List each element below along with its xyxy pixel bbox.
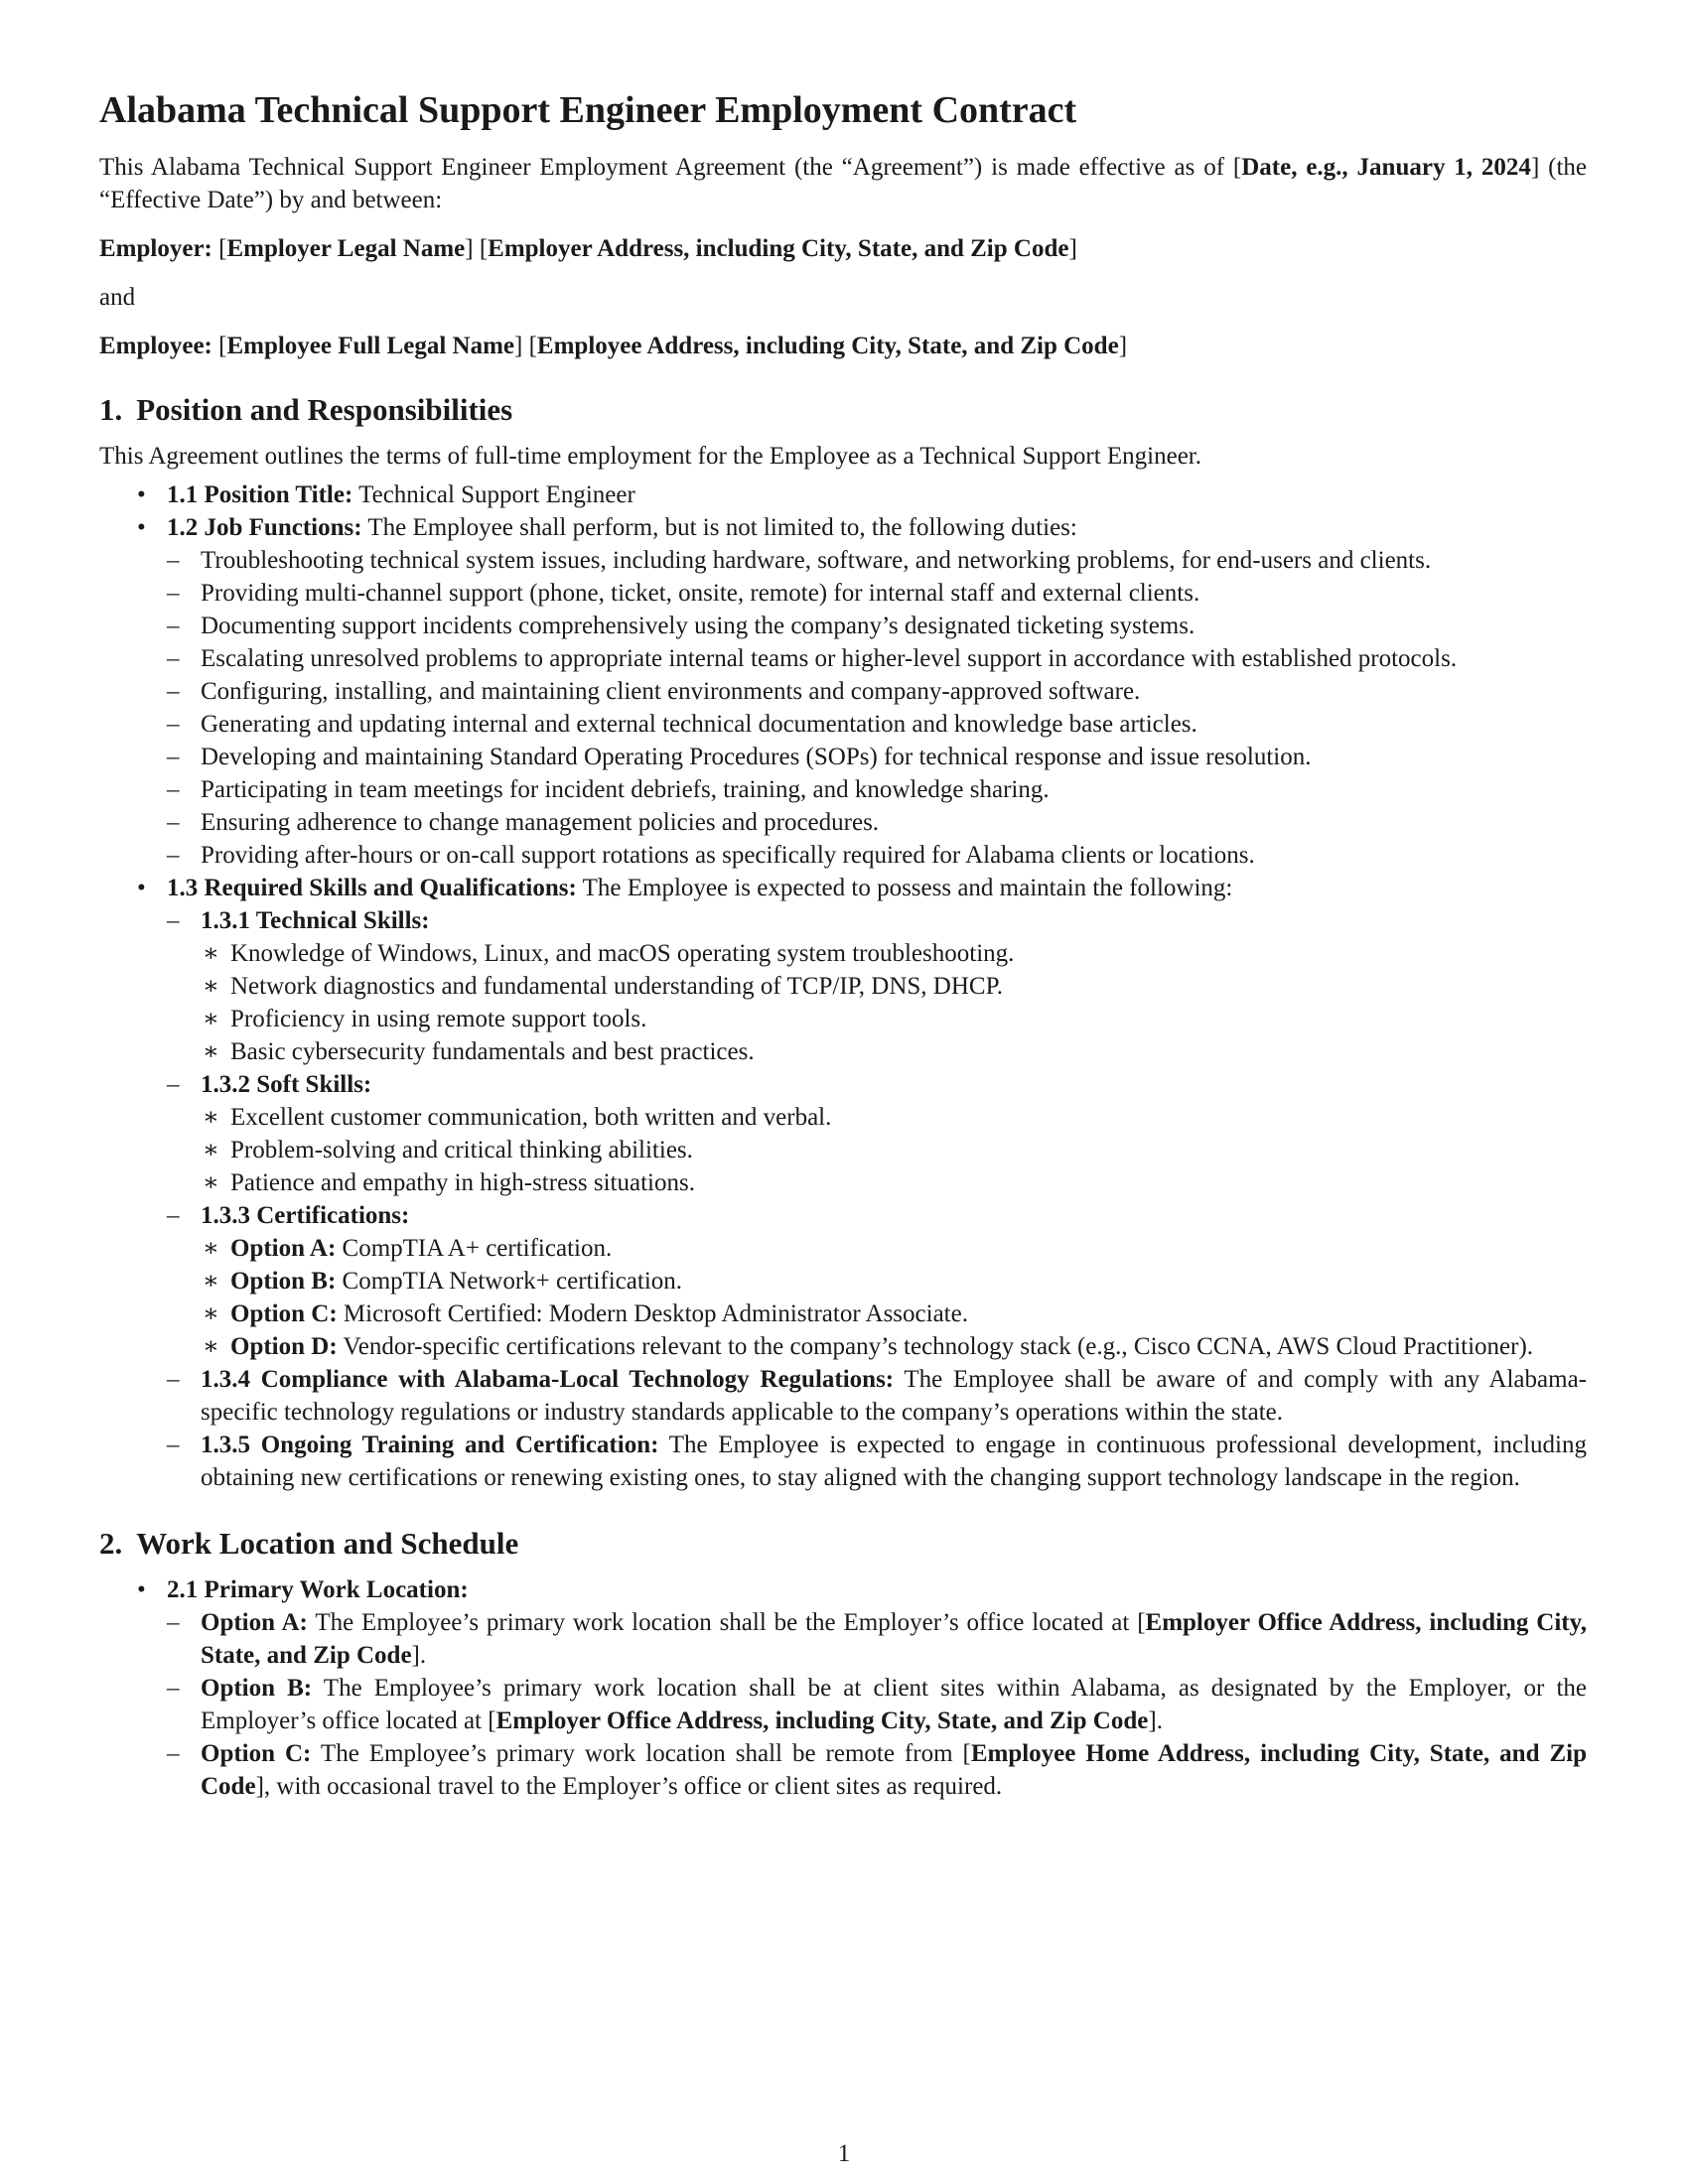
compliance-item: – 1.3.4 Compliance with Alabama-Local Technology Regulations: The Employee shall be aware of and comply with any Alabama-specific technology regulations or industry standards applicable to the company’s operations within the state.: [167, 1363, 1587, 1429]
list-item: ∗ Proficiency in using remote support tools.: [201, 1003, 1587, 1035]
list-item: ∗ Knowledge of Windows, Linux, and macOS operating system troubleshooting.: [201, 937, 1587, 970]
position-title-item: • 1.1 Position Title: Technical Support Engineer: [99, 478, 1587, 511]
effective-date-placeholder: Date, e.g., January 1, 2024: [1241, 154, 1531, 181]
soft-skills-item: – 1.3.2 Soft Skills: ∗ Excellent customer communication, both written and verbal. ∗ Problem-solving and critical thinking abilities. ∗ Patience and empathy in high-stress situations.: [167, 1068, 1587, 1199]
list-item: – Ensuring adherence to change management policies and procedures.: [167, 806, 1587, 839]
and-text: and: [99, 284, 136, 311]
section-1-heading: 1. Position and Responsibilities: [99, 392, 513, 427]
employer-line: Employer: [Employer Legal Name] [Employer Address, including City, State, and Zip Code]: [99, 235, 1077, 262]
employer-address-placeholder: Employer Address, including City, State, and Zip Code: [488, 235, 1069, 262]
location-option-b: – Option B: The Employee’s primary work location shall be at client sites within Alabama, as designated by the Employer, or the Employer’s office located at [Employer Office Address, including City, State, and Zip Code].: [167, 1672, 1587, 1737]
list-item: ∗ Option C: Microsoft Certified: Modern Desktop Administrator Associate.: [201, 1297, 1587, 1330]
section-1-list: [99, 478, 1587, 1494]
list-item: – Escalating unresolved problems to appropriate internal teams or higher-level support in accordance with established protocols.: [167, 642, 1587, 675]
document-title: Alabama Technical Support Engineer Employment Contract: [99, 89, 1077, 131]
employer-name-placeholder: Employer Legal Name: [226, 235, 466, 262]
list-item: – Developing and maintaining Standard Operating Procedures (SOPs) for technical response and issue resolution.: [167, 741, 1587, 773]
section-2-list: [99, 1573, 1587, 1803]
list-item: ∗ Problem-solving and critical thinking abilities.: [201, 1134, 1587, 1166]
employee-line: Employee: [Employee Full Legal Name] [Employee Address, including City, State, and Zip Code]: [99, 333, 1128, 359]
list-item: ∗ Basic cybersecurity fundamentals and best practices.: [201, 1035, 1587, 1068]
list-item: ∗ Option A: CompTIA A+ certification.: [201, 1232, 1587, 1265]
skills-item: • 1.3 Required Skills and Qualifications: The Employee is expected to possess and maintain the following: – 1.3.1 Technical Skills: ∗ Knowledge of Windows, Linux, and macOS operating system troubleshooting. ∗ Network diagnostics and fundamental understanding of TCP/IP, DNS, DHCP. ∗ Proficiency in using remote support tools. ∗ Basic cybersecurity fundamentals and best practices. – 1.3.2 Soft Skills: ∗ Excellent customer communication, both written and verbal. ∗ Problem-solving and critical thinking abilities. ∗ Patience and empathy in high-stress situations. – 1.3.3 Certifications: ∗ Option A: CompTIA A+ certification. ∗ Option B: CompTIA Network+ certification. ∗ Option C: Microsoft Certified: Modern Desktop Administrator Associate. ∗ Option D: Vendor-specific certifications relevant to the company’s technology stack (e.g., Cisco CCNA, AWS Cloud Practitioner). – 1.3.4 Compliance with Alabama-Local Technology Regulations: The Employee shall be aware of and comply with any Alabama-specific technology regulations or industry standards applicable to the company’s operations within the state. – 1.3.5 Ongoing Training and Certification: The Employee is expected to engage in continuous professional development, including obtaining new certifications or renewing existing ones, to stay aligned with the changing support technology landscape in the region.: [99, 872, 1587, 1494]
skills-list: [167, 904, 1587, 1494]
section-1-intro: This Agreement outlines the terms of full-time employment for the Employee as a Technical Support Engineer.: [99, 443, 1201, 470]
work-location-options: [167, 1606, 1587, 1803]
duties-list: [167, 544, 1587, 872]
list-item: ∗ Excellent customer communication, both written and verbal.: [201, 1101, 1587, 1134]
location-option-a: – Option A: The Employee’s primary work location shall be the Employer’s office located at [Employer Office Address, including City, State, and Zip Code].: [167, 1606, 1587, 1672]
list-item: ∗ Option D: Vendor-specific certifications relevant to the company’s technology stack (e.g., Cisco CCNA, AWS Cloud Practitioner).: [201, 1330, 1587, 1363]
employee-address-placeholder: Employee Address, including City, State, and Zip Code: [536, 333, 1119, 359]
list-item: – Configuring, installing, and maintaining client environments and company-approved software.: [167, 675, 1587, 708]
list-item: – Providing after-hours or on-call support rotations as specifically required for Alabama clients or locations.: [167, 839, 1587, 872]
list-item: – Troubleshooting technical system issues, including hardware, software, and networking problems, for end-users and clients.: [167, 544, 1587, 577]
certifications-item: – 1.3.3 Certifications: ∗ Option A: CompTIA A+ certification. ∗ Option B: CompTIA Network+ certification. ∗ Option C: Microsoft Certified: Modern Desktop Administrator Associate. ∗ Option D: Vendor-specific certifications relevant to the company’s technology stack (e.g., Cisco CCNA, AWS Cloud Practitioner).: [167, 1199, 1587, 1363]
location-option-c: – Option C: The Employee’s primary work location shall be remote from [Employee Home Address, including City, State, and Zip Code], with occasional travel to the Employer’s office or client sites as required.: [167, 1737, 1587, 1803]
document-page: [99, 87, 1587, 1803]
soft-skills-list: [201, 1101, 1587, 1199]
job-functions-item: • 1.2 Job Functions: The Employee shall perform, but is not limited to, the following duties: – Troubleshooting technical system issues, including hardware, software, and networking problems, for end-users and clients. – Providing multi-channel support (phone, ticket, onsite, remote) for internal staff and external clients. – Documenting support incidents comprehensively using the company’s designated ticketing systems. – Escalating unresolved problems to appropriate internal teams or higher-level support in accordance with established protocols. – Configuring, installing, and maintaining client environments and company-approved software. – Generating and updating internal and external technical documentation and knowledge base articles. – Developing and maintaining Standard Operating Procedures (SOPs) for technical response and issue resolution. – Participating in team meetings for incident debriefs, training, and knowledge sharing. – Ensuring adherence to change management policies and procedures. – Providing after-hours or on-call support rotations as specifically required for Alabama clients or locations.: [99, 511, 1587, 872]
intro-paragraph: This Alabama Technical Support Engineer Employment Agreement (the “Agreement”) is made effective as of [Date, e.g., January 1, 2024] (the “Effective Date”) by and between:: [99, 154, 1587, 213]
list-item: ∗ Patience and empathy in high-stress situations.: [201, 1166, 1587, 1199]
page-number: 1: [837, 2140, 851, 2167]
list-item: – Generating and updating internal and external technical documentation and knowledge base articles.: [167, 708, 1587, 741]
technical-skills-item: – 1.3.1 Technical Skills: ∗ Knowledge of Windows, Linux, and macOS operating system troubleshooting. ∗ Network diagnostics and fundamental understanding of TCP/IP, DNS, DHCP. ∗ Proficiency in using remote support tools. ∗ Basic cybersecurity fundamentals and best practices.: [167, 904, 1587, 1068]
list-item: – Providing multi-channel support (phone, ticket, onsite, remote) for internal staff and external clients.: [167, 577, 1587, 610]
employee-name-placeholder: Employee Full Legal Name: [226, 333, 515, 359]
list-item: – Participating in team meetings for incident debriefs, training, and knowledge sharing.: [167, 773, 1587, 806]
technical-skills-list: [201, 937, 1587, 1068]
list-item: ∗ Option B: CompTIA Network+ certification.: [201, 1265, 1587, 1297]
section-2-heading: 2. Work Location and Schedule: [99, 1526, 519, 1561]
certifications-list: [201, 1232, 1587, 1363]
list-item: – Documenting support incidents comprehensively using the company’s designated ticketing systems.: [167, 610, 1587, 642]
work-location-item: • 2.1 Primary Work Location: – Option A: The Employee’s primary work location shall be the Employer’s office located at [Employer Office Address, including City, State, and Zip Code]. – Option B: The Employee’s primary work location shall be at client sites within Alabama, as designated by the Employer, or the Employer’s office located at [Employer Office Address, including City, State, and Zip Code]. – Option C: The Employee’s primary work location shall be remote from [Employee Home Address, including City, State, and Zip Code], with occasional travel to the Employer’s office or client sites as required.: [99, 1573, 1587, 1803]
list-item: ∗ Network diagnostics and fundamental understanding of TCP/IP, DNS, DHCP.: [201, 970, 1587, 1003]
training-item: – 1.3.5 Ongoing Training and Certification: The Employee is expected to engage in continuous professional development, including obtaining new certifications or renewing existing ones, to stay aligned with the changing support technology landscape in the region.: [167, 1429, 1587, 1494]
